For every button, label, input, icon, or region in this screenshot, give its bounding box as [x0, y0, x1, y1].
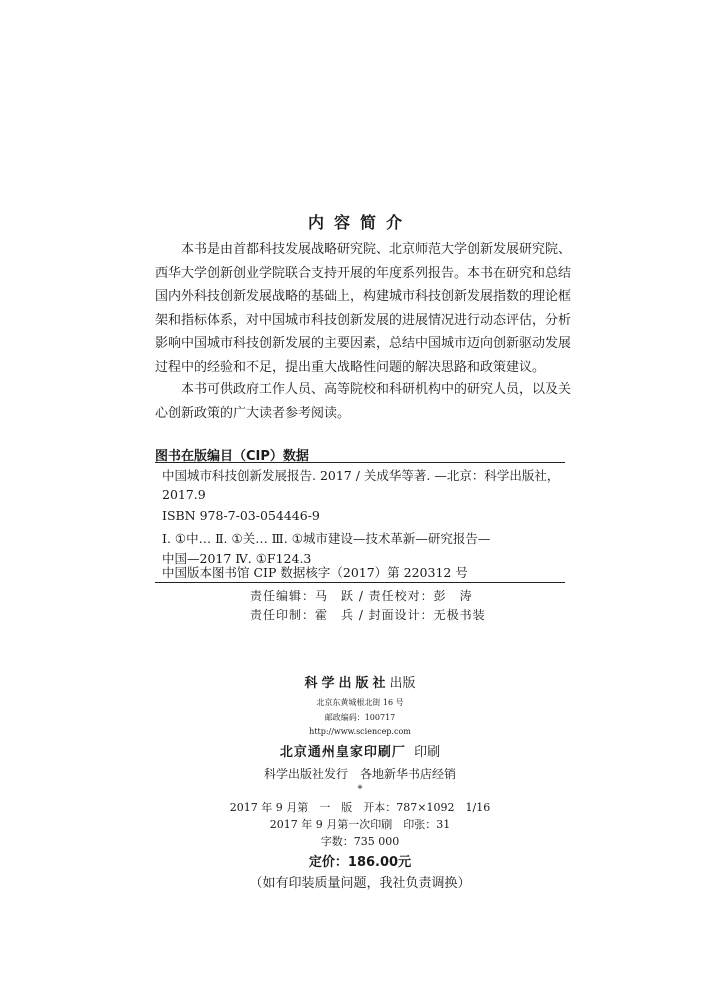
summary-line: 架和指标体系，对中国城市科技创新发展的进展情况进行动态评估，分析: [155, 312, 572, 328]
publisher-line: [0, 672, 720, 691]
separator-star: *: [357, 784, 363, 795]
summary-line: 本书可供政府工作人员、高等院校和科研机构中的研究人员，以及关: [181, 382, 572, 397]
price: 定价：186.00元: [308, 855, 412, 870]
summary-line: 西华大学创新创业学院联合支持开展的年度系列报告。本书在研究和总结: [155, 265, 572, 281]
printing-info: 2017 年 9 月第一次印刷 印张：31: [269, 818, 451, 831]
summary-line: 影响中国城市科技创新发展的主要因素，总结中国城市迈向创新驱动发展: [155, 336, 572, 351]
publisher-suffix: 出版: [389, 676, 416, 691]
cip-isbn: ISBN 978-7-03-054446-9: [162, 508, 320, 523]
summary-line: 本书是由首都科技发展战略研究院、北京师范大学创新发展研究院、: [181, 242, 572, 257]
cip-top-rule: [155, 462, 565, 463]
word-count: 字数：735 000: [320, 835, 400, 848]
production-credits: 责任印制：霍 兵 / 封面设计：无极书装: [250, 608, 486, 622]
publisher-website: http://www.sciencep.com: [309, 727, 411, 736]
cip-record-number: 中国版本图书馆 CIP 数据核字（2017）第 220312 号: [162, 565, 468, 580]
publisher-postcode: 邮政编码：100717: [324, 713, 396, 722]
summary-line: 国内外科技创新发展战略的基础上，构建城市科技创新发展指数的理论框: [155, 289, 572, 304]
cip-line: 中国—2017 Ⅳ. ①F124.3: [162, 551, 312, 566]
summary-title: 内容简介: [307, 213, 412, 232]
summary-line: 心创新政策的广大读者参考阅读。: [155, 405, 351, 421]
cip-line: Ⅰ. ①中… Ⅱ. ①关… Ⅲ. ①城市建设—技术革新—研究报告—: [162, 531, 491, 546]
editor-credits: 责任编辑：马 跃 / 责任校对：彭 涛: [250, 589, 473, 603]
publisher-address: 北京东黄城根北街 16 号: [316, 698, 404, 707]
summary-line: 过程中的经验和不足，提出重大战略性问题的解决思路和政策建议。: [155, 359, 546, 375]
cip-line: 中国城市科技创新发展报告. 2017 / 关成华等著. —北京：科学出版社，: [162, 468, 560, 483]
printer-suffix: 印刷: [414, 745, 441, 760]
distribution-line: 科学出版社发行 各地新华书店经销: [263, 767, 456, 781]
edition-info: 2017 年 9 月第 一 版 开本：787×1092 1/16: [229, 801, 491, 814]
cip-bottom-rule: [155, 582, 565, 583]
cip-heading: 图书在版编目（CIP）数据: [155, 449, 309, 464]
summary-paragraph-1: [155, 238, 572, 379]
printer-name: 北京通州皇家印刷厂: [279, 745, 406, 760]
printer-line: [0, 741, 720, 760]
publisher-name: 科学出版社: [304, 676, 390, 691]
summary-paragraph-2: [155, 378, 572, 425]
quality-notice: （如有印装质量问题，我社负责调换）: [249, 876, 471, 891]
cip-line: 2017.9: [162, 487, 206, 502]
